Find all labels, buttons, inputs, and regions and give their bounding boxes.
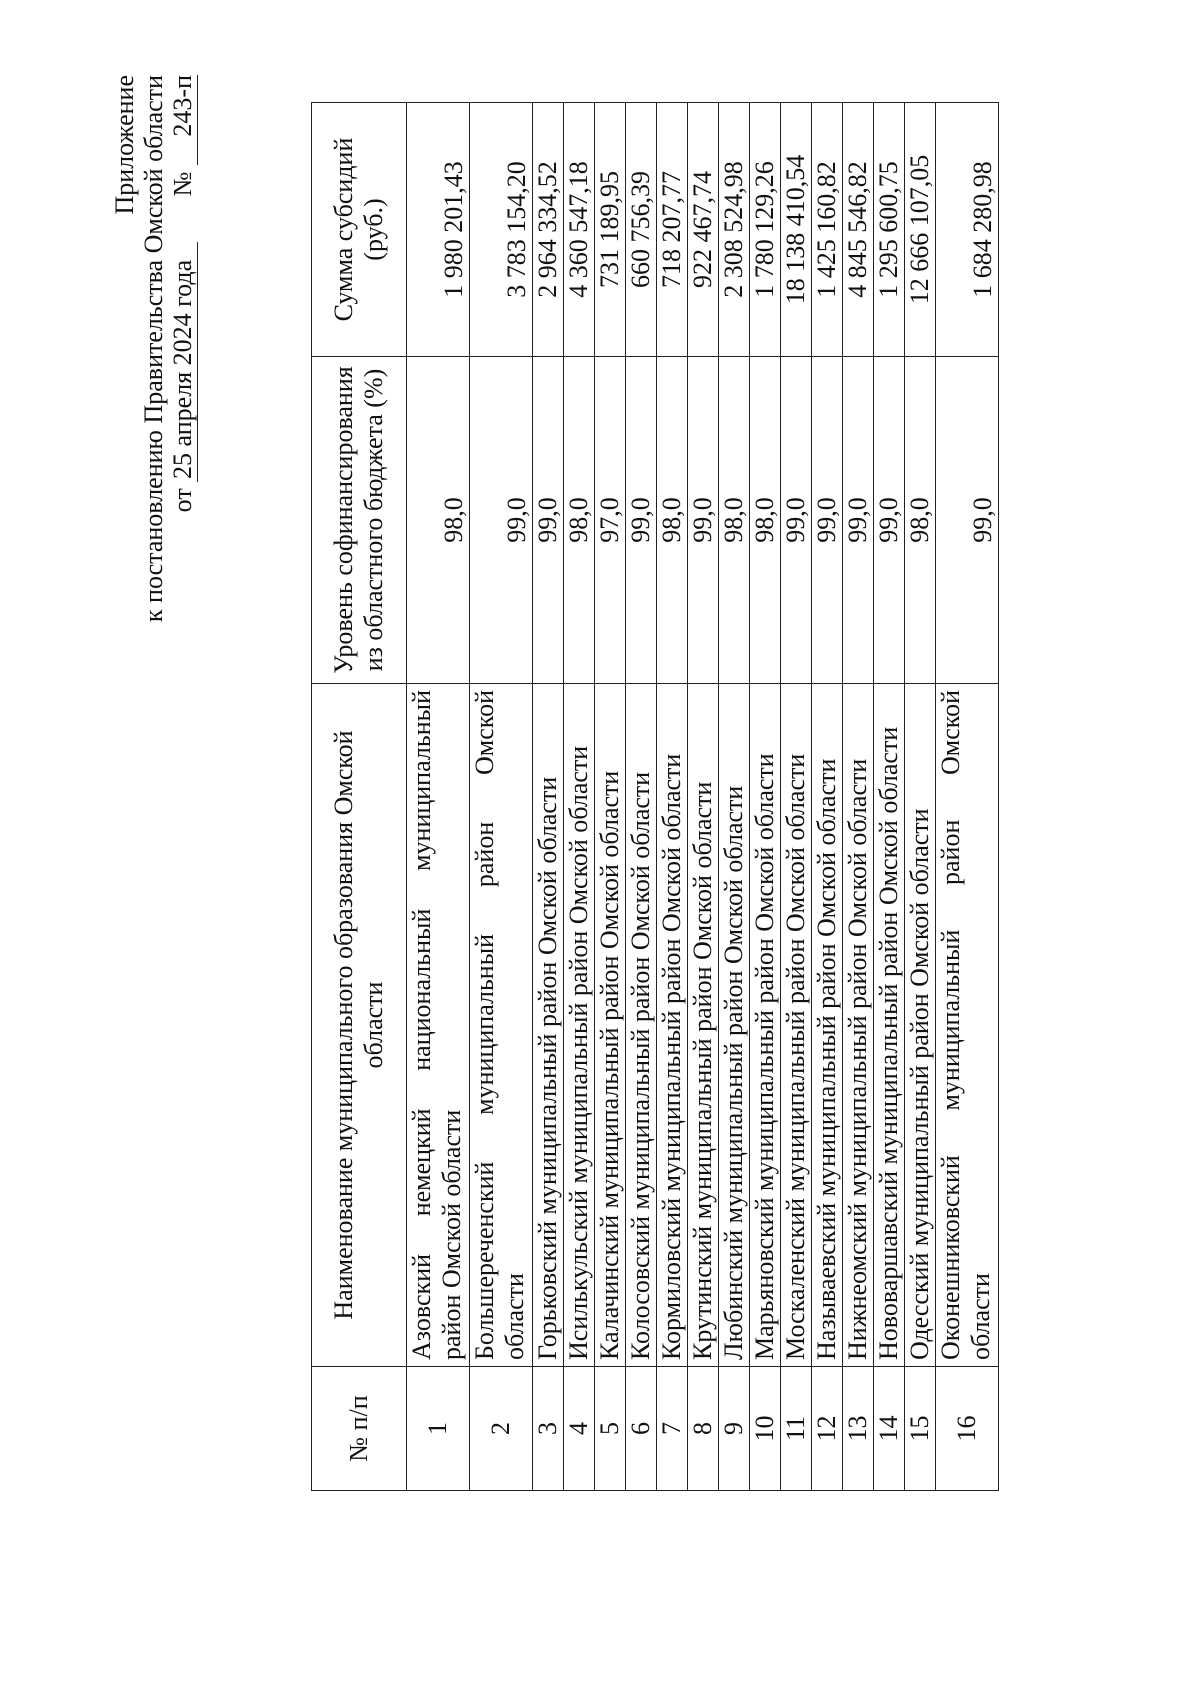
municipality-name-line: Калачинский муниципальный район Омской области (595, 770, 624, 1360)
cofinancing-rate: 99,0 (812, 357, 843, 684)
cofinancing-rate: 98,0 (719, 357, 750, 684)
subsidy-sum: 3 783 154,20 (470, 103, 533, 357)
cofinancing-rate: 98,0 (564, 357, 595, 684)
cofinancing-rate: 99,0 (781, 357, 812, 684)
municipality-name-line: Называевский муниципальный район Омской области (812, 758, 841, 1360)
table-row (812, 103, 843, 1491)
row-number: 11 (781, 1367, 812, 1491)
cofinancing-rate: 99,0 (843, 357, 874, 684)
subsidy-sum: 1 295 600,75 (874, 103, 905, 357)
municipality-name (781, 684, 812, 1367)
table-row (533, 103, 564, 1491)
row-number: 5 (595, 1367, 626, 1491)
header-number-prefix: № (168, 171, 197, 197)
municipality-name (470, 684, 533, 1367)
municipality-name (595, 684, 626, 1367)
row-number: 13 (843, 1367, 874, 1491)
header-date-prefix: от (168, 488, 197, 513)
document-header (110, 75, 198, 622)
municipality-name (750, 684, 781, 1367)
municipality-name-line: Москаленский муниципальный район Омской области (781, 753, 810, 1360)
subsidy-sum: 731 189,95 (595, 103, 626, 357)
subsidy-sum: 18 138 410,54 (781, 103, 812, 357)
row-number: 7 (657, 1367, 688, 1491)
cofinancing-rate: 99,0 (874, 357, 905, 684)
header-date: 25 апреля 2024 года (168, 242, 198, 482)
municipality-name-line: Марьяновский муниципальный район Омской области (750, 753, 779, 1360)
municipality-name-line: Одесский муниципальный район Омской области (905, 808, 934, 1360)
subsidy-sum: 1 684 280,98 (936, 103, 999, 357)
table-row (750, 103, 781, 1491)
subsidy-sum: 4 360 547,18 (564, 103, 595, 357)
municipality-name (688, 684, 719, 1367)
table-row (407, 103, 470, 1491)
subsidy-sum: 1 780 129,26 (750, 103, 781, 357)
row-number: 14 (874, 1367, 905, 1491)
column-header-number: № п/п (312, 1367, 407, 1491)
subsidy-sum: 12 666 107,05 (905, 103, 936, 357)
header-decree-line: к постановлению Правительства Омской области (139, 75, 168, 623)
municipality-name-line: Любинский муниципальный район Омской области (719, 785, 748, 1360)
row-number: 6 (626, 1367, 657, 1491)
cofinancing-rate: 99,0 (470, 357, 533, 684)
row-number: 1 (407, 1367, 470, 1491)
cofinancing-rate: 98,0 (750, 357, 781, 684)
row-number: 4 (564, 1367, 595, 1491)
subsidy-table (311, 102, 999, 1491)
column-header-name: Наименование муниципального образования Омской области (312, 684, 407, 1367)
table-row (564, 103, 595, 1491)
municipality-name-line: Крутинский муниципальный район Омской области (688, 781, 717, 1360)
table-row (470, 103, 533, 1491)
row-number: 15 (905, 1367, 936, 1491)
municipality-name (626, 684, 657, 1367)
subsidy-sum: 4 845 546,82 (843, 103, 874, 357)
municipality-name-line: Азовский немецкий национальный муниципальный (407, 690, 436, 1360)
table-row (719, 103, 750, 1491)
municipality-name (905, 684, 936, 1367)
table-row (626, 103, 657, 1491)
column-header-sum: Сумма субсидий (руб.) (312, 103, 407, 357)
municipality-name-line: Нижнеомский муниципальный район Омской области (843, 758, 872, 1360)
subsidy-sum: 718 207,77 (657, 103, 688, 357)
municipality-name-line: Исилькульский муниципальный район Омской области (564, 745, 593, 1360)
municipality-name-line: области (500, 1273, 529, 1360)
column-header-rate: Уровень софинансирования из областного бюджета (%) (312, 357, 407, 684)
municipality-name-line: Колосовский муниципальный район Омской области (626, 771, 655, 1360)
header-date-line (168, 75, 198, 622)
table-row (657, 103, 688, 1491)
municipality-name-line: район Омской области (437, 1109, 466, 1360)
municipality-name (533, 684, 564, 1367)
municipality-name (719, 684, 750, 1367)
row-number: 16 (936, 1367, 999, 1491)
header-title: Приложение (110, 75, 139, 215)
cofinancing-rate: 99,0 (688, 357, 719, 684)
municipality-name (657, 684, 688, 1367)
table-row (688, 103, 719, 1491)
cofinancing-rate: 98,0 (905, 357, 936, 684)
municipality-name-line: Кормиловский муниципальный район Омской области (657, 753, 686, 1360)
municipality-name (843, 684, 874, 1367)
table-row (781, 103, 812, 1491)
municipality-name-line: области (966, 1273, 995, 1360)
table-header-row (312, 103, 407, 1491)
subsidy-sum: 2 308 524,98 (719, 103, 750, 357)
header-number: 243-п (168, 75, 198, 165)
table-row (874, 103, 905, 1491)
municipality-name-line: Большереченский муниципальный район Омской (470, 690, 499, 1360)
table-row (843, 103, 874, 1491)
cofinancing-rate: 98,0 (657, 357, 688, 684)
municipality-name (812, 684, 843, 1367)
municipality-name (407, 684, 470, 1367)
municipality-name-line: Горьковский муниципальный район Омской области (533, 776, 562, 1360)
row-number: 9 (719, 1367, 750, 1491)
cofinancing-rate: 98,0 (407, 357, 470, 684)
subsidy-sum: 1 980 201,43 (407, 103, 470, 357)
subsidy-sum: 1 425 160,82 (812, 103, 843, 357)
row-number: 8 (688, 1367, 719, 1491)
municipality-name (564, 684, 595, 1367)
subsidy-sum: 660 756,39 (626, 103, 657, 357)
municipality-name-line: Нововаршавский муниципальный район Омской области (874, 726, 903, 1360)
row-number: 3 (533, 1367, 564, 1491)
cofinancing-rate: 97,0 (595, 357, 626, 684)
row-number: 10 (750, 1367, 781, 1491)
municipality-name (874, 684, 905, 1367)
municipality-name-line: Оконешниковский муниципальный район Омской (936, 690, 965, 1360)
table-body (407, 103, 999, 1491)
table-row (595, 103, 626, 1491)
table-row (905, 103, 936, 1491)
cofinancing-rate: 99,0 (626, 357, 657, 684)
subsidy-sum: 922 467,74 (688, 103, 719, 357)
table-row (936, 103, 999, 1491)
row-number: 2 (470, 1367, 533, 1491)
subsidy-sum: 2 964 334,52 (533, 103, 564, 357)
cofinancing-rate: 99,0 (936, 357, 999, 684)
row-number: 12 (812, 1367, 843, 1491)
municipality-name (936, 684, 999, 1367)
cofinancing-rate: 99,0 (533, 357, 564, 684)
